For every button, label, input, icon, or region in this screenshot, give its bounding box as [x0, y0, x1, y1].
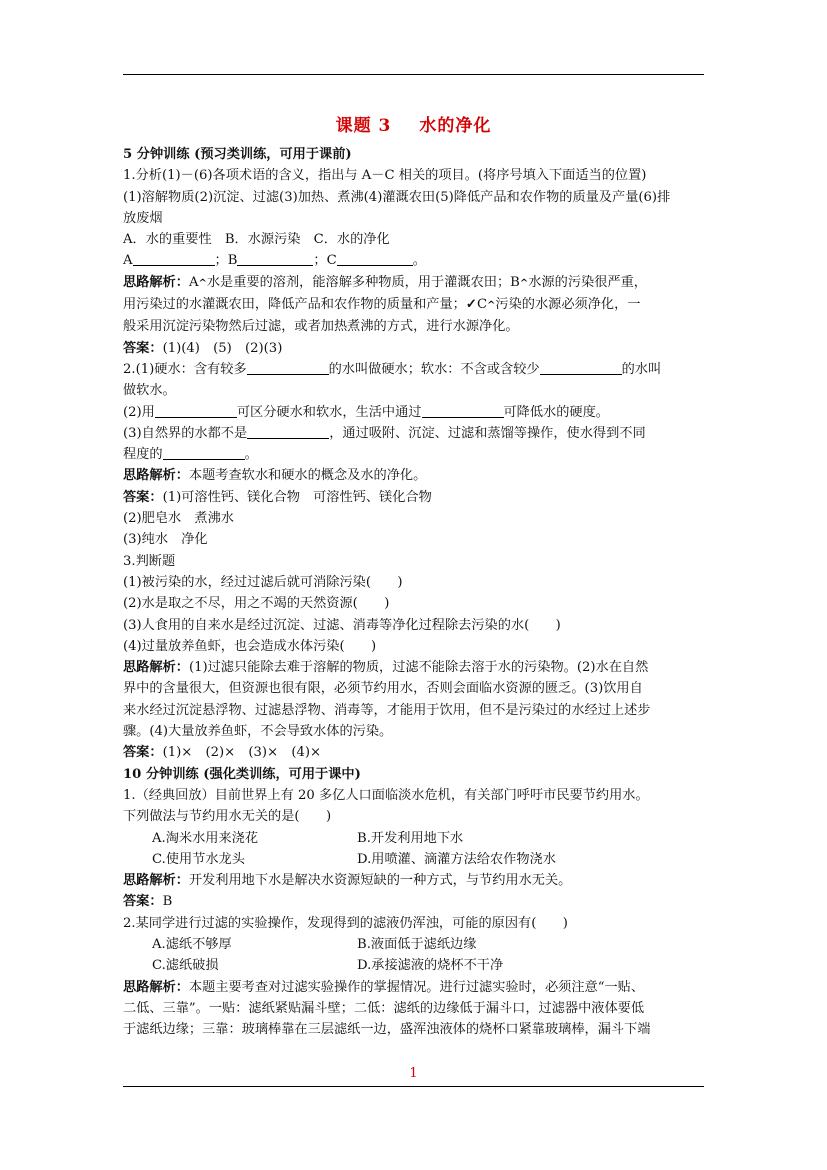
check-mark-icon: ✓ [465, 297, 477, 313]
q1-answer: 答案：(1)(4) (5) (2)(3) [123, 340, 283, 356]
q1-fill-line: A ；B ；C 。 [123, 253, 426, 269]
q3-statement-4: (4)过量放养鱼虾，也会造成水体污染( ) [123, 638, 377, 654]
s2q2-options-ab: A.滤纸不够厚 B.液面低于滤纸边缘 [152, 936, 477, 952]
caret-mark-icon: ^ [519, 277, 529, 289]
q2-answer-1: 答案：(1)可溶性钙、镁化合物 可溶性钙、镁化合物 [123, 489, 432, 505]
q3-stem: 3.判断题 [123, 553, 176, 569]
s2q2-options-cd: C.滤纸破损 D.承接滤液的烧杯不干净 [152, 958, 504, 974]
blank-b[interactable] [237, 251, 313, 266]
section-heading-10min: 10 分钟训练 (强化类训练，可用于课中) [123, 766, 361, 782]
blank-natural-water[interactable] [247, 424, 329, 439]
q2-answer-2: (2)肥皂水 煮沸水 [123, 511, 234, 527]
q1-analysis-cont: 用污染过的水灌溉农田，降低产品和农作物的质量和产量；✓C^污染的水源必须净化，一 [123, 297, 641, 313]
q3-analysis-3: 来水经过沉淀悬浮物、过滤悬浮物、消毒等，才能用于饮用，但不是污染过的水经过上述步 [123, 702, 651, 718]
page-number: 1 [409, 1066, 418, 1081]
q2-line3: (2)用 可区分硬水和软水，生活中通过 可降低水的硬度。 [123, 404, 609, 420]
footer-rule [123, 1086, 704, 1087]
q3-statement-3: (3)人食用的自来水是经过沉淀、过滤、消毒等净化过程除去污染的水( ) [123, 617, 561, 633]
s2q1-options-cd: C.使用节水龙头 D.用喷灌、滴灌方法给农作物浇水 [152, 851, 556, 867]
s2q2-analysis: 思路解析：本题主要考查对过滤实验操作的掌握情况。进行过滤实验时，必须注意“一贴、 [123, 979, 645, 995]
lesson-name: 水的净化 [419, 116, 492, 136]
q1-stem: 1.分析(1)－(6)各项术语的含义，指出与 A－C 相关的项目。(将序号填入下面适当的位置) [123, 168, 647, 184]
s2q2-analysis-2: 二低、三靠”。一贴：滤纸紧贴漏斗壁；二低：滤纸的边缘低于漏斗口，过滤器中液体要低 [123, 1000, 645, 1016]
q2-line4: (3)自然界的水都不是 ，通过吸附、沉淀、过滤和蒸馏等操作，使水得到不同 [123, 425, 646, 441]
s2q1-stem-2: 下列做法与节约用水无关的是( ) [123, 809, 332, 825]
s2q1-stem-1: 1.（经典回放）目前世界上有 20 多亿人口面临淡水危机，有关部门呼吁市民要节约用水。 [123, 787, 649, 803]
caret-mark-icon: ^ [487, 300, 496, 312]
s2q1-options-ab: A.淘米水用来浇花 B.开发利用地下水 [152, 830, 464, 846]
blank-distinguish[interactable] [155, 403, 237, 418]
worksheet-body [123, 144, 705, 1040]
q1-analysis: 思路解析：A^水是重要的溶剂，能溶解多种物质，用于灌溉农田；B^水源的污染很严重， [123, 274, 647, 290]
s2q1-analysis: 思路解析：开发利用地下水是解决水资源短缺的一种方式，与节约用水无关。 [123, 873, 572, 889]
q1-options: A．水的重要性 B．水源污染 C．水的净化 [123, 232, 390, 248]
q2-line2: 做软水。 [123, 383, 176, 399]
s2q1-answer: 答案：B [123, 894, 173, 910]
s2q2-stem: 2.某同学进行过滤的实验操作，发现得到的滤液仍浑浊，可能的原因有( ) [123, 915, 568, 931]
blank-hard-water[interactable] [247, 360, 329, 375]
q1-analysis-end: 般采用沉淀污染物然后过滤，或者加热煮沸的方式，进行水源净化。 [123, 319, 519, 335]
q3-analysis: 思路解析：(1)过滤只能除去难于溶解的物质，过滤不能除去溶于水的污染物。(2)水在自然 [123, 660, 649, 676]
lesson-title [0, 111, 827, 136]
q3-analysis-2: 界中的含量很大，但资源也很有限，必须节约用水，否则会面临水资源的匮乏。(3)饮用自 [123, 681, 643, 697]
q1-items-line1: (1)溶解物质(2)沉淀、过滤(3)加热、煮沸(4)灌溉农田(5)降低产品和农作物的质量及产量(6)排 [123, 189, 671, 205]
q2-analysis: 思路解析：本题考查软水和硬水的概念及水的净化。 [123, 468, 427, 484]
blank-reduce-hardness[interactable] [422, 403, 504, 418]
lesson-number: 课题 3 [335, 116, 392, 136]
header-rule [123, 74, 704, 75]
blank-a[interactable] [133, 251, 215, 266]
caret-mark-icon: ^ [198, 277, 207, 289]
q3-statement-2: (2)水是取之不尽，用之不竭的天然资源( ) [123, 596, 390, 612]
q3-statement-1: (1)被污染的水，经过过滤后就可消除污染( ) [123, 574, 403, 590]
blank-soft-water[interactable] [540, 360, 622, 375]
blank-degree[interactable] [163, 445, 245, 460]
q2-answer-3: (3)纯水 净化 [123, 532, 208, 548]
q2-line5: 程度的 。 [123, 447, 258, 463]
q3-answer: 答案：(1)× (2)× (3)× (4)× [123, 745, 322, 761]
q3-analysis-4: 骤。(4)大量放养鱼虾，不会导致水体的污染。 [123, 724, 393, 740]
blank-c[interactable] [337, 251, 413, 266]
s2q2-analysis-3: 于滤纸边缘；三靠：玻璃棒靠在三层滤纸一边，盛浑浊液体的烧杯口紧靠玻璃棒，漏斗下端 [123, 1022, 651, 1038]
section-heading-5min: 5 分钟训练 (预习类训练，可用于课前) [123, 147, 352, 162]
q1-items-line2: 放废烟 [123, 210, 163, 226]
q2-line1: 2.(1)硬水：含有较多 的水叫做硬水；软水：不含或含较少 的水叫 [123, 361, 662, 377]
